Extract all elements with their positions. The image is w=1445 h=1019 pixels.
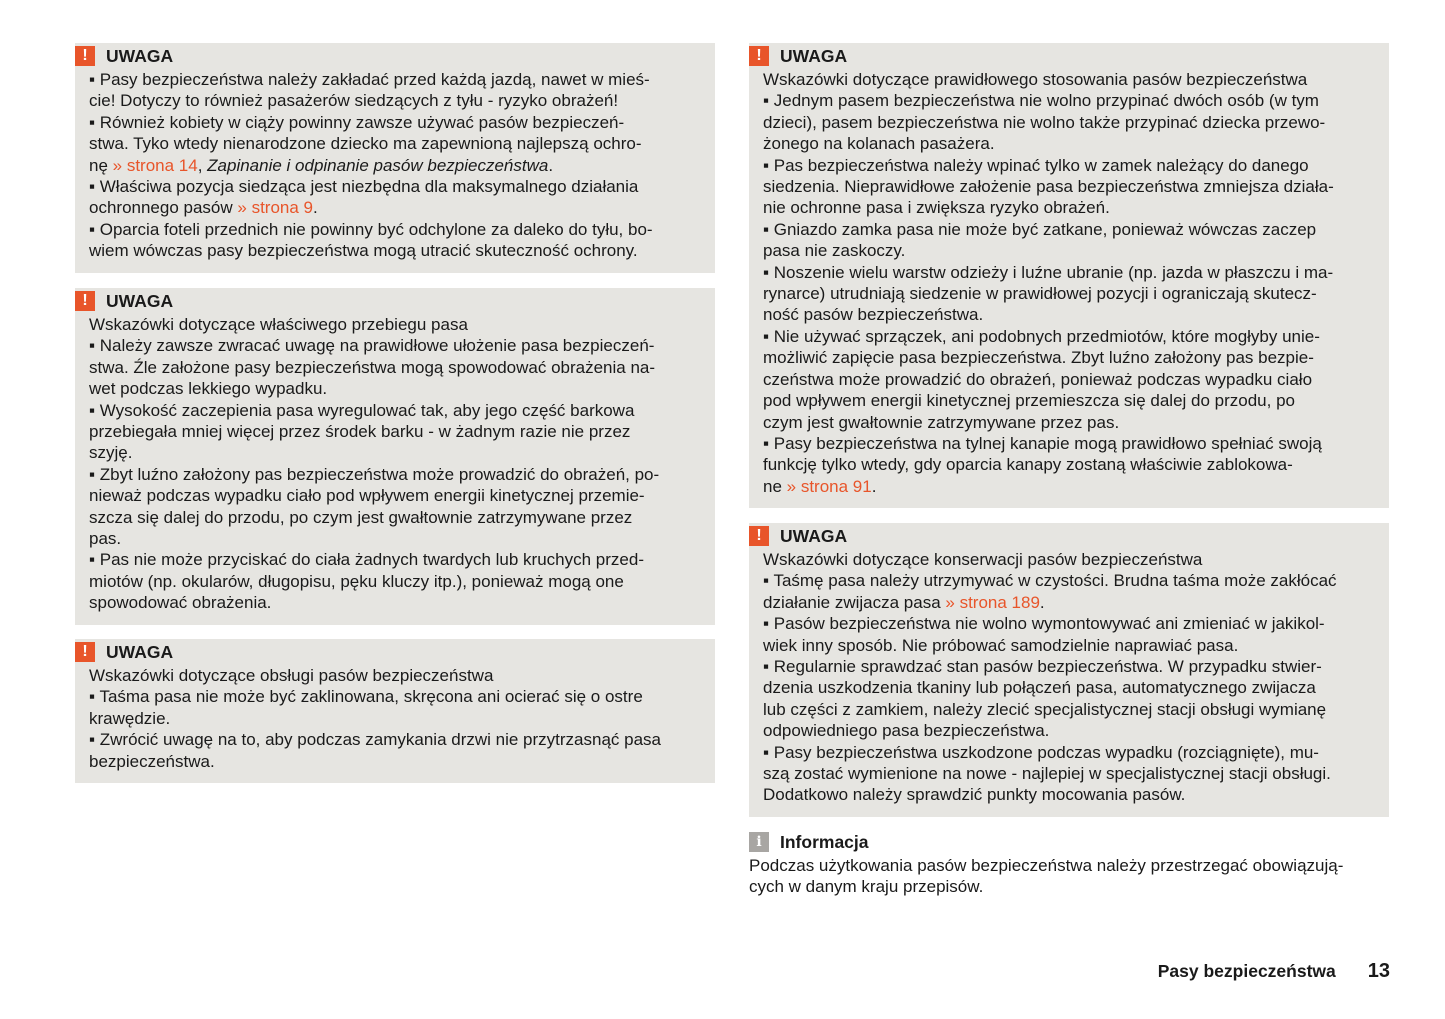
- text-segment: stwa. Źle założone pasy bezpieczeństwa mogą spowodować obrażenia na-: [89, 357, 656, 377]
- text-line: [89, 219, 715, 240]
- text-segment: Wskazówki dotyczące obsługi pasów bezpieczeństwa: [89, 666, 494, 685]
- box-title: UWAGA: [106, 290, 174, 311]
- text-segment: ▪ Oparcia foteli przednich nie powinny być odchylone za daleko do tyłu, bo-: [89, 219, 653, 239]
- text-line: [89, 665, 715, 686]
- text-segment: nie ochronne pasa i zwiększa ryzyko obrażeń.: [763, 198, 1110, 218]
- text-segment: funkcję tylko wtedy, gdy oparcia kanapy zostaną właściwie zablokowa-: [763, 455, 1293, 475]
- warning-icon: !: [75, 46, 95, 66]
- text-segment: ,: [197, 155, 208, 175]
- text-segment: ▪ Noszenie wielu warstw odzieży i luźne ubranie (np. jazda w płaszczu i ma-: [763, 262, 1334, 282]
- text-segment: spowodować obrażenia.: [89, 593, 272, 613]
- text-line: [763, 784, 1389, 805]
- text-segment: .: [548, 155, 554, 175]
- text-line: [763, 155, 1389, 176]
- box-heading: [75, 639, 715, 665]
- info-icon: i: [749, 832, 769, 852]
- text-segment: krawędzie.: [89, 708, 171, 728]
- text-segment: rynarce) utrudniają siedzenie w prawidłowej pozycji i ograniczają skutecz-: [763, 284, 1317, 304]
- text-line: [763, 112, 1389, 133]
- text-segment: szcza się dalej do przodu, po czym jest gwałtownie zatrzymywane przez: [89, 507, 633, 527]
- page-reference-link[interactable]: » strona 91: [786, 476, 872, 496]
- text-line: [89, 378, 715, 399]
- text-line: [89, 708, 715, 729]
- text-segment: pasa nie zaskoczy.: [763, 241, 906, 261]
- text-segment: ▪ Pasy bezpieczeństwa na tylnej kanapie mogą prawidłowo spełniać swoją: [763, 433, 1322, 453]
- box-title: UWAGA: [780, 525, 848, 546]
- box-heading: [75, 43, 715, 69]
- page-reference-link[interactable]: » strona 189: [945, 592, 1040, 612]
- warning-box: [749, 43, 1389, 508]
- text-line: [89, 485, 715, 506]
- text-segment: .: [1039, 592, 1045, 612]
- text-segment: żonego na kolanach pasażera.: [763, 134, 995, 154]
- text-line: [763, 326, 1389, 347]
- box-title: UWAGA: [780, 45, 848, 66]
- box-body: [749, 855, 1389, 898]
- text-segment: szyję.: [89, 443, 133, 463]
- box-title: UWAGA: [106, 641, 174, 662]
- text-line: [763, 90, 1389, 111]
- text-line: [89, 112, 715, 133]
- box-heading: [749, 523, 1389, 549]
- box-body: [749, 549, 1389, 806]
- text-segment: ▪ Również kobiety w ciąży powinny zawsze używać pasów bezpieczeń-: [89, 112, 625, 132]
- text-line: [763, 69, 1389, 90]
- text-line: [763, 549, 1389, 570]
- text-line: [749, 855, 1389, 876]
- footer-section-title: Pasy bezpieczeństwa: [1157, 961, 1336, 981]
- text-line: [763, 454, 1389, 475]
- text-line: [763, 304, 1389, 325]
- text-segment: ne: [763, 476, 787, 496]
- text-line: [763, 763, 1389, 784]
- text-segment: czym jest gwałtownie zatrzymywane przez pas.: [763, 412, 1120, 432]
- text-segment: siedzenia. Nieprawidłowe założenie pasa bezpieczeństwa zmniejsza działa-: [763, 177, 1334, 197]
- box-heading: [75, 288, 715, 314]
- page-reference-link[interactable]: » strona 14: [112, 155, 198, 175]
- box-body: [75, 665, 715, 772]
- text-line: [89, 314, 715, 335]
- text-line: [89, 421, 715, 442]
- text-line: [89, 335, 715, 356]
- text-line: [89, 571, 715, 592]
- text-segment: ▪ Taśma pasa nie może być zaklinowana, skręcona ani ocierać się o ostre: [89, 687, 643, 707]
- text-segment: ▪ Zbyt luźno założony pas bezpieczeństwa może prowadzić do obrażeń, po-: [89, 464, 660, 484]
- text-segment: wiem wówczas pasy bezpieczeństwa mogą utracić skuteczność ochrony.: [89, 241, 638, 261]
- warning-box: [749, 523, 1389, 817]
- text-line: [89, 507, 715, 528]
- text-segment: działanie zwijacza pasa: [763, 592, 946, 612]
- text-segment: Wskazówki dotyczące konserwacji pasów bezpieczeństwa: [763, 550, 1203, 569]
- text-line: [763, 433, 1389, 454]
- text-line: [763, 133, 1389, 154]
- text-segment: dzieci), pasem bezpieczeństwa nie wolno także przypinać dziecka przewo-: [763, 112, 1326, 132]
- section-reference: Zapinanie i odpinanie pasów bezpieczeństwa: [207, 155, 549, 175]
- text-segment: ▪ Właściwa pozycja siedząca jest niezbędna dla maksymalnego działania: [89, 177, 639, 197]
- text-line: [763, 742, 1389, 763]
- text-segment: ▪ Pasy bezpieczeństwa uszkodzone podczas wypadku (rozciągnięte), mu-: [763, 742, 1319, 762]
- text-segment: ▪ Jednym pasem bezpieczeństwa nie wolno przypinać dwóch osób (w tym: [763, 91, 1319, 111]
- text-line: [89, 442, 715, 463]
- text-line: [763, 197, 1389, 218]
- text-line: [763, 720, 1389, 741]
- text-segment: ▪ Taśmę pasa należy utrzymywać w czystości. Brudna taśma może zakłócać: [763, 571, 1337, 591]
- text-segment: ▪ Należy zawsze zwracać uwagę na prawidłowe ułożenie pasa bezpieczeń-: [89, 336, 655, 356]
- warning-icon: !: [749, 46, 769, 66]
- box-heading: [749, 43, 1389, 69]
- warning-icon: !: [75, 642, 95, 662]
- text-segment: ▪ Pas nie może przyciskać do ciała żadnych twardych lub kruchych przed-: [89, 550, 644, 570]
- text-segment: ▪ Wysokość zaczepienia pasa wyregulować tak, aby jego część barkowa: [89, 400, 635, 420]
- text-segment: ▪ Regularnie sprawdzać stan pasów bezpieczeństwa. W przypadku stwier-: [763, 657, 1322, 677]
- text-line: [763, 369, 1389, 390]
- text-segment: możliwić zapięcie pasa bezpieczeństwa. Zbyt luźno założony pas bezpie-: [763, 348, 1314, 368]
- text-segment: nieważ podczas wypadku ciało pod wpływem energii kinetycznej przemie-: [89, 486, 645, 506]
- text-line: [89, 90, 715, 111]
- info-note: [749, 829, 1389, 909]
- text-line: [749, 876, 1389, 897]
- text-line: [89, 69, 715, 90]
- text-segment: pas.: [89, 529, 122, 549]
- box-title: UWAGA: [106, 45, 174, 66]
- text-line: [89, 549, 715, 570]
- text-segment: ▪ Pasy bezpieczeństwa należy zakładać przed każdą jazdą, nawet w mieś-: [89, 70, 650, 89]
- text-line: [763, 570, 1389, 591]
- text-line: [763, 476, 1389, 497]
- text-segment: wiek inny sposób. Nie próbować samodzielnie naprawiać pasa.: [763, 635, 1239, 655]
- text-segment: dzenia uszkodzenia tkaniny lub połączeń pasa, automatycznego zwijacza: [763, 678, 1316, 698]
- text-line: [763, 699, 1389, 720]
- text-line: [89, 155, 715, 176]
- page-number: 13: [1367, 960, 1390, 982]
- text-segment: szą zostać wymienione na nowe - najlepiej w specjalistycznej stacji obsługi.: [763, 764, 1331, 784]
- text-line: [763, 592, 1389, 613]
- text-segment: przebiegała mniej więcej przez środek barku - w żadnym razie nie przez: [89, 422, 631, 442]
- text-line: [763, 219, 1389, 240]
- text-line: [763, 262, 1389, 283]
- text-line: [763, 635, 1389, 656]
- text-segment: .: [871, 476, 877, 496]
- text-line: [763, 613, 1389, 634]
- text-line: [89, 400, 715, 421]
- warning-box: [75, 639, 715, 783]
- text-segment: lub części z zamkiem, należy zlecić specjalistycznej stacji obsługi wymianę: [763, 699, 1327, 719]
- text-line: [763, 656, 1389, 677]
- box-body: [749, 69, 1389, 497]
- text-line: [89, 197, 715, 218]
- text-segment: ▪ Nie używać sprzączek, ani podobnych przedmiotów, które mogłyby unie-: [763, 326, 1320, 346]
- text-segment: stwa. Tyko wtedy nienarodzone dziecko ma zapewnioną najlepszą ochro-: [89, 134, 642, 154]
- text-segment: Podczas użytkowania pasów bezpieczeństwa należy przestrzegać obowiązują-: [749, 856, 1344, 875]
- box-body: [75, 69, 715, 262]
- text-line: [763, 412, 1389, 433]
- text-segment: Wskazówki dotyczące właściwego przebiegu pasa: [89, 315, 468, 334]
- text-line: [763, 347, 1389, 368]
- warning-box: [75, 288, 715, 625]
- text-line: [89, 686, 715, 707]
- text-line: [89, 133, 715, 154]
- box-body: [75, 314, 715, 614]
- warning-icon: !: [749, 526, 769, 546]
- warning-icon: !: [75, 291, 95, 311]
- page-footer: [1158, 960, 1390, 983]
- text-segment: ność pasów bezpieczeństwa.: [763, 305, 984, 325]
- box-heading: [749, 829, 1389, 855]
- text-line: [89, 464, 715, 485]
- text-segment: odpowiedniego pasa bezpieczeństwa.: [763, 721, 1050, 741]
- text-line: [763, 390, 1389, 411]
- page-reference-link[interactable]: » strona 9: [237, 198, 313, 218]
- text-segment: pod wpływem energii kinetycznej przemieszcza się dalej do przodu, po: [763, 391, 1295, 411]
- warning-box: [75, 43, 715, 273]
- text-segment: wet podczas lekkiego wypadku.: [89, 379, 328, 399]
- text-segment: ▪ Pasów bezpieczeństwa nie wolno wymontowywać ani zmieniać w jakikol-: [763, 614, 1325, 634]
- text-segment: ▪ Zwrócić uwagę na to, aby podczas zamykania drzwi nie przytrzasnąć pasa: [89, 730, 662, 750]
- text-segment: ▪ Gniazdo zamka pasa nie może być zatkane, ponieważ wówczas zaczep: [763, 219, 1317, 239]
- text-segment: cych w danym kraju przepisów.: [749, 877, 984, 897]
- text-line: [763, 240, 1389, 261]
- text-line: [89, 240, 715, 261]
- text-line: [89, 357, 715, 378]
- text-segment: bezpieczeństwa.: [89, 751, 215, 771]
- box-title: Informacja: [780, 831, 869, 852]
- text-segment: nę: [89, 155, 113, 175]
- text-line: [89, 528, 715, 549]
- text-segment: cie! Dotyczy to również pasażerów siedzących z tyłu - ryzyko obrażeń!: [89, 91, 619, 111]
- text-line: [763, 176, 1389, 197]
- text-segment: ▪ Pas bezpieczeństwa należy wpinać tylko w zamek należący do danego: [763, 155, 1309, 175]
- text-line: [89, 729, 715, 750]
- text-segment: ochronnego pasów: [89, 198, 238, 218]
- text-segment: miotów (np. okularów, długopisu, pęku kluczy itp.), ponieważ mogą one: [89, 571, 624, 591]
- text-segment: Dodatkowo należy sprawdzić punkty mocowania pasów.: [763, 785, 1186, 805]
- text-line: [89, 176, 715, 197]
- text-line: [763, 283, 1389, 304]
- text-segment: czeństwa może prowadzić do obrażeń, ponieważ podczas wypadku ciało: [763, 369, 1313, 389]
- text-segment: .: [313, 198, 318, 218]
- text-line: [89, 592, 715, 613]
- text-segment: Wskazówki dotyczące prawidłowego stosowania pasów bezpieczeństwa: [763, 70, 1308, 89]
- text-line: [89, 751, 715, 772]
- text-line: [763, 677, 1389, 698]
